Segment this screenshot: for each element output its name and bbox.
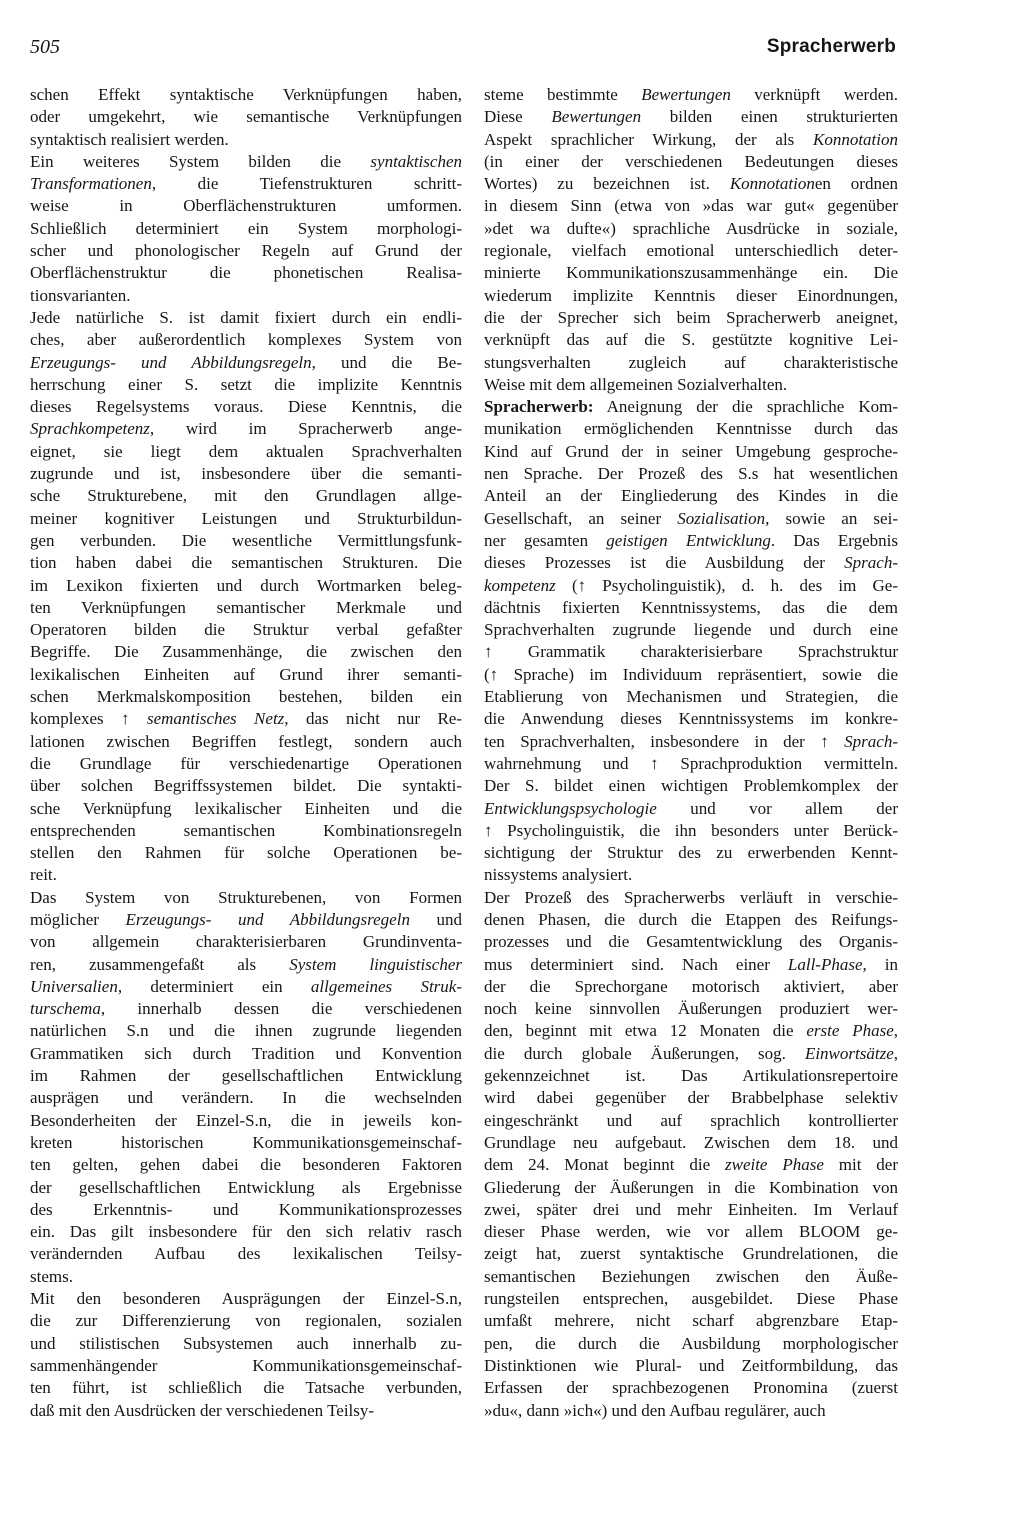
text-line: Kind auf Grund der in seiner Umgebung gesproche- <box>484 441 898 461</box>
text-line: schen Merkmalskomposition bestehen, bilden ein <box>30 687 462 707</box>
text-line: Distinktionen wie Plural- und Zeitformbildung, das <box>484 1355 898 1375</box>
text-line: im Rahmen der gesellschaftlichen Entwicklung <box>30 1066 462 1086</box>
text-line: Aspekt sprachlicher Wirkung, der als Konnotation <box>484 129 898 149</box>
text-line: herrschung einer S. setzt die implizite Kenntnis <box>30 374 462 394</box>
text-line: kompetenz (↑ Psycholinguistik), d. h. des im Ge- <box>484 575 898 595</box>
text-line: dieses Regelsystems voraus. Diese Kenntnis, die <box>30 397 462 417</box>
text-line: Ein weiteres System bilden die syntaktischen <box>30 151 462 171</box>
text-line: Besonderheiten der Einzel-S.n, die in jeweils kon- <box>30 1110 462 1130</box>
text-line: Gliederung der Äußerungen in die Kombination von <box>484 1177 898 1197</box>
text-line: und stilistischen Subsystemen auch innerhalb zu- <box>30 1333 462 1353</box>
text-line: oder umgekehrt, wie semantische Verknüpfungen <box>30 107 462 127</box>
text-line: des Erkenntnis- und Kommunikationsprozesses <box>30 1199 462 1219</box>
text-line: Jede natürliche S. ist damit fixiert durch ein endli- <box>30 307 462 327</box>
text-line: möglicher Erzeugungs- und Abbildungsregeln und <box>30 909 462 929</box>
text-line: kreten historischen Kommunikationsgemeinschaf- <box>30 1132 462 1152</box>
text-line: ↑ Grammatik charakterisierbare Sprachstruktur <box>484 642 898 662</box>
text-line: »det wa dufte«) sprachliche Ausdrücke in soziale, <box>484 218 898 238</box>
text-line: verknüpft das auf die S. gestützte kognitive Lei- <box>484 330 898 350</box>
text-line: Universalien, determiniert ein allgemeines Struk- <box>30 976 462 996</box>
text-line: die Anwendung dieses Kenntnissystems im konkre- <box>484 709 898 729</box>
page-header <box>30 36 896 66</box>
text-line: noch keine sinnvollen Äußerungen produziert wer- <box>484 999 898 1019</box>
text-line: die der Sprecher sich beim Spracherwerb aneignet, <box>484 307 898 327</box>
text-line: tion haben dabei die semantischen Strukturen. Die <box>30 553 462 573</box>
text-line: in diesem Sinn (etwa von »das war gut« gegenüber <box>484 196 898 216</box>
text-line: »du«, dann »ich«) und den Aufbau regulärer, auch <box>484 1400 826 1420</box>
text-line: wahrnehmung und ↑ Sprachproduktion vermitteln. <box>484 753 898 773</box>
text-line: Das System von Strukturebenen, von Formen <box>30 887 462 907</box>
text-line: dieser Phase werden, wie vor allem BLOOM ge- <box>484 1222 898 1242</box>
text-line: Erfassen der sprachbezogenen Pronomina (zuerst <box>484 1378 898 1398</box>
text-line: Weise mit dem allgemeinen Sozialverhalten. <box>484 374 788 394</box>
text-line: Grundlage neu aufgebaut. Zwischen dem 18. und <box>484 1132 898 1152</box>
text-line: mus determiniert sind. Nach einer Lall-Phase, in <box>484 954 898 974</box>
text-line: eingeschränkt und auf sprachlich kontrollierter <box>484 1110 898 1130</box>
text-line: Anteil an der Eingliederung des Kindes in die <box>484 486 898 506</box>
text-line: Der Prozeß des Spracherwerbs verläuft in verschie- <box>484 887 898 907</box>
text-line: stungsverhalten zugleich auf charakteristische <box>484 352 898 372</box>
text-line: ↑ Psycholinguistik, die ihn besonders unter Berück- <box>484 820 898 840</box>
text-line: reit. <box>30 865 57 885</box>
text-line: lexikalischen Einheiten auf Grund ihrer semanti- <box>30 664 462 684</box>
text-line: ein. Das gilt insbesondere für den sich relativ rasch <box>30 1222 462 1242</box>
text-line: Grammatiken sich durch Tradition und Konvention <box>30 1043 462 1063</box>
text-line: prozesses und die Gesamtentwicklung des Organis- <box>484 932 898 952</box>
text-line: von allgemein charakterisierbaren Grundinventa- <box>30 932 462 952</box>
text-line: turschema, innerhalb dessen die verschiedenen <box>30 999 462 1019</box>
text-line: rungsteilen entsprechen, ausgebildet. Diese Phase <box>484 1289 898 1309</box>
text-line: natürlichen S.n und die ihnen zugrunde liegenden <box>30 1021 462 1041</box>
text-line: sichtigung der Struktur des zu erwerbenden Kennt- <box>484 843 898 863</box>
text-line: der die Sprechorgane motorisch aktiviert, aber <box>484 976 898 996</box>
text-line: komplexes ↑ semantisches Netz, das nicht nur Re- <box>30 709 463 729</box>
text-line: gen verbunden. Die wesentliche Vermittlungsfunk- <box>30 530 462 550</box>
text-line: zwei, später drei und mehr Einheiten. Im Verlauf <box>484 1199 898 1219</box>
text-line: verändernden Aufbau des lexikalischen Teilsy- <box>30 1244 462 1264</box>
text-line: stellen den Rahmen für solche Operationen be- <box>30 843 462 863</box>
text-line: dächtnis fixierten Kenntnissystems, das die dem <box>484 597 898 617</box>
text-line: tionsvarianten. <box>30 285 131 305</box>
text-line: (in einer der verschiedenen Bedeutungen dieses <box>484 151 898 171</box>
text-line: Sprachverhalten zugrunde liegende und durch eine <box>484 620 898 640</box>
text-line: meiner kognitiver Leistungen und Strukturbildun- <box>30 508 462 528</box>
text-line: munikation ermöglichenden Kenntnisse durch das <box>484 419 898 439</box>
text-line: über solchen Begriffssystemen bildet. Die syntakti- <box>30 776 462 796</box>
text-line: schen Effekt syntaktische Verknüpfungen haben, <box>30 85 462 104</box>
text-line: Etablierung von Mechanismen und Strategien, die <box>484 687 898 707</box>
text-line: syntaktisch realisiert werden. <box>30 129 229 149</box>
text-line: wiederum implizite Kenntnis dieser Einordnungen, <box>484 285 898 305</box>
text-line: eignet, sie liegt dem aktualen Sprachverhalten <box>30 441 462 461</box>
text-line: ner gesamten geistigen Entwicklung. Das Ergebnis <box>484 530 899 550</box>
text-line: zeigt hat, zuerst syntaktische Grundrelationen, die <box>484 1244 898 1264</box>
text-line: ten Sprachverhalten, insbesondere in der ↑ Sprach- <box>484 731 898 751</box>
text-line: wird dabei gegenüber der Brabbelphase selektiv <box>484 1088 898 1108</box>
text-line: daß mit den Ausdrücken der verschiedenen Teilsy- <box>30 1400 375 1420</box>
running-head: Spracherwerb <box>766 36 896 57</box>
text-line: (↑ Sprache) im Individuum repräsentiert, sowie die <box>484 664 898 684</box>
text-line: Der S. bildet einen wichtigen Problemkomplex der <box>484 776 898 796</box>
text-line: regionale, vielfach emotional unterschiedlich deter- <box>484 241 898 261</box>
text-line: Entwicklungspsychologie und vor allem der <box>484 798 898 818</box>
text-line: Gesellschaft, an seiner Sozialisation, sowie an sei- <box>484 508 898 528</box>
text-line: ren, zusammengefaßt als System linguistischer <box>30 954 463 974</box>
right-text-column <box>484 84 898 1422</box>
text-line: die zur Differenzierung von regionalen, sozialen <box>30 1311 462 1331</box>
text-line: dieses Prozesses ist die Ausbildung der Sprach- <box>484 553 898 573</box>
text-line: Wortes) zu bezeichnen ist. Konnotationen ordnen <box>484 174 898 194</box>
text-line: semantischen Beziehungen zwischen den Äuße- <box>484 1266 898 1286</box>
text-line: im Lexikon fixierten und durch Wortmarken beleg- <box>30 575 462 595</box>
text-line: Spracherwerb: Aneignung der die sprachliche Kom- <box>484 397 898 417</box>
text-line: Diese Bewertungen bilden einen strukturierten <box>484 107 898 127</box>
text-line: sammenhängender Kommunikationsgemeinschaf- <box>30 1355 462 1375</box>
text-line: weise in Oberflächenstrukturen umformen. <box>30 196 462 216</box>
text-line: ten Verknüpfungen semantischer Merkmale und <box>30 597 462 617</box>
text-line: die Grundlage für verschiedenartige Operationen <box>30 753 462 773</box>
text-line: lationen zwischen Begriffen festlegt, sondern auch <box>30 731 462 751</box>
page-number: 505 <box>30 36 60 58</box>
text-line: Erzeugungs- und Abbildungsregeln, und die Be- <box>30 352 462 372</box>
text-line: nissystems analysiert. <box>484 865 633 885</box>
text-line: dem 24. Monat beginnt die zweite Phase mit der <box>484 1155 898 1175</box>
text-line: umfaßt mehrere, nicht scharf abgrenzbare Etap- <box>484 1311 898 1331</box>
text-line: stems. <box>30 1266 73 1286</box>
text-line: Begriffe. Die Zusammenhänge, die zwischen den <box>30 642 462 662</box>
text-line: ches, aber außerordentlich komplexes System von <box>30 330 462 350</box>
text-line: minierte Kommunikationszusammenhänge ein. Die <box>484 263 898 283</box>
text-line: der gesellschaftlichen Entwicklung als Ergebnisse <box>30 1177 462 1197</box>
text-line: die durch globale Äußerungen, sog. Einwortsätze, <box>484 1043 898 1063</box>
text-line: gekennzeichnet ist. Das Artikulationsrepertoire <box>484 1066 898 1086</box>
text-line: Oberflächenstruktur die phonetischen Realisa- <box>30 263 462 283</box>
text-line: entsprechenden semantischen Kombinationsregeln <box>30 820 462 840</box>
text-line: den, beginnt mit etwa 12 Monaten die erste Phase, <box>484 1021 899 1041</box>
text-line: sche Strukturebene, mit den Grundlagen allge- <box>30 486 462 506</box>
text-line: Transformationen, die Tiefenstrukturen schritt- <box>30 174 462 194</box>
text-line: Sprachkompetenz, wird im Spracherwerb ange- <box>30 419 462 439</box>
left-text-column <box>30 84 462 1422</box>
text-line: denen Phasen, die durch die Etappen des Reifungs- <box>484 909 898 929</box>
text-line: zugrunde und ist, insbesondere über die semanti- <box>30 464 462 484</box>
text-line: sche Verknüpfung lexikalischer Einheiten und die <box>30 798 462 818</box>
text-line: steme bestimmte Bewertungen verknüpft werden. <box>484 85 898 104</box>
text-line: scher und phonologischer Regeln auf Grund der <box>30 241 462 261</box>
text-line: Mit den besonderen Ausprägungen der Einzel-S.n, <box>30 1289 462 1309</box>
text-line: ten führt, ist schließlich die Tatsache verbunden, <box>30 1378 462 1398</box>
text-line: Operatoren bilden die Struktur verbal gefaßter <box>30 620 462 640</box>
text-line: pen, die durch die Ausbildung morphologischer <box>484 1333 898 1353</box>
text-line: ausprägen und verändern. In die wechselnden <box>30 1088 462 1108</box>
text-line: Schließlich determiniert ein System morphologi- <box>30 218 462 238</box>
text-line: ten gelten, gehen dabei die besonderen Faktoren <box>30 1155 462 1175</box>
text-line: nen Sprache. Der Prozeß des S.s hat wesentlichen <box>484 464 898 484</box>
